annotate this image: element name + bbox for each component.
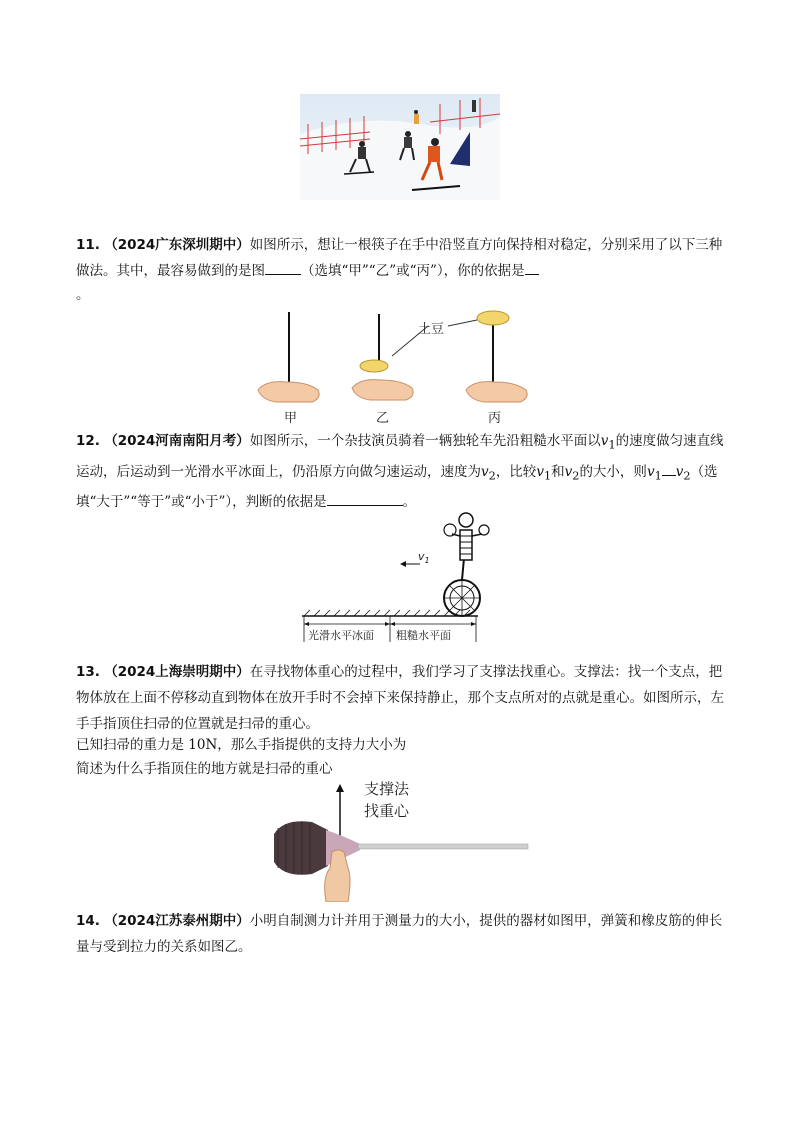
figure-label-jia: 甲 bbox=[284, 411, 298, 426]
potato-label: 土豆 bbox=[418, 322, 445, 337]
question-source: （2024广东深圳期中） bbox=[104, 237, 250, 253]
question-line: 已知扫帚的重力是 10N，那么手指提供的支持力大小为 bbox=[76, 737, 407, 753]
question-text: 在寻找物体重心的过程中，我们学习了支撑法找重心。支撑法：找一个支点，把物体放在上面不停移动直到物体在放开手时不会掉下来保持静止，那个支点所对的点就是重心。如图所示，左手手指顶住扫帚的位置就是扫帚的重心。 bbox=[76, 664, 724, 732]
ski-photo bbox=[300, 94, 500, 200]
v1-symbol: v bbox=[600, 433, 609, 449]
question-14 bbox=[76, 908, 726, 960]
question-11 bbox=[76, 232, 726, 284]
unicycle-figure bbox=[300, 508, 490, 654]
v2-symbol: v bbox=[481, 463, 489, 480]
question-line: 简述为什么手指顶住的地方就是扫帚的重心 bbox=[76, 761, 333, 777]
surface-label-ice: 光滑水平冰面 bbox=[308, 629, 374, 642]
v1-label: $v_1$ bbox=[418, 550, 430, 565]
answer-blank[interactable] bbox=[327, 491, 403, 506]
answer-blank[interactable] bbox=[265, 260, 301, 275]
question-number: 14. bbox=[76, 913, 100, 929]
figure-label-bing: 丙 bbox=[488, 411, 502, 426]
question-text: （选填“甲”“乙”或“丙”），你的依据是 bbox=[301, 263, 525, 279]
question-number: 11. bbox=[76, 237, 100, 253]
question-text: 如图所示，想让一根筷子在手中沿竖直方向保持相对稳定，分别采用了以下三种做法。其中，最容易做到的是图 bbox=[76, 237, 723, 279]
chopstick-figure bbox=[256, 306, 536, 428]
question-text: 的速度做匀速直线运动，后运动到一光滑水平冰面上，仍沿原方向做匀速运动，速度为 bbox=[76, 433, 724, 480]
broom-label-line2: 找重心 bbox=[364, 802, 410, 820]
answer-blank[interactable] bbox=[662, 461, 676, 476]
question-number: 12. bbox=[76, 433, 100, 449]
surface-label-rough: 粗糙水平面 bbox=[396, 629, 451, 642]
question-number: 13. bbox=[76, 664, 100, 680]
answer-blank[interactable] bbox=[525, 260, 539, 275]
question-source: （2024河南南阳月考） bbox=[104, 433, 250, 449]
question-12: 12. （2024河南南阳月考）如图所示，一个杂技演员骑着一辆独轮车先沿粗糙水平面以$v_1$的速度做匀速直线运动，后运动到一光滑水平冰面上，仍沿原方向做匀速运动，速度为$v_2$，比较$v_1$和$v_2$的大小，则$v_1$ $v_2$（选填“大于”“等于”或“小于”），判断的依据是 。 bbox=[76, 433, 724, 511]
question-source: （2024江苏泰州期中） bbox=[104, 913, 250, 929]
question-end: 。 bbox=[76, 287, 90, 303]
figure-label-yi: 乙 bbox=[376, 411, 390, 426]
broom-figure bbox=[268, 778, 534, 902]
question-text: 小明自制测力计并用于测量力的大小，提供的器材如图甲，弹簧和橡皮筋的伸长量与受到拉力的关系如图乙。 bbox=[76, 913, 723, 955]
broom-label-line1: 支撑法 bbox=[364, 780, 410, 798]
question-source: （2024上海崇明期中） bbox=[104, 664, 250, 680]
question-text: 如图所示，一个杂技演员骑着一辆独轮车先沿粗糙水平面以 bbox=[249, 433, 601, 449]
question-13 bbox=[76, 659, 726, 737]
